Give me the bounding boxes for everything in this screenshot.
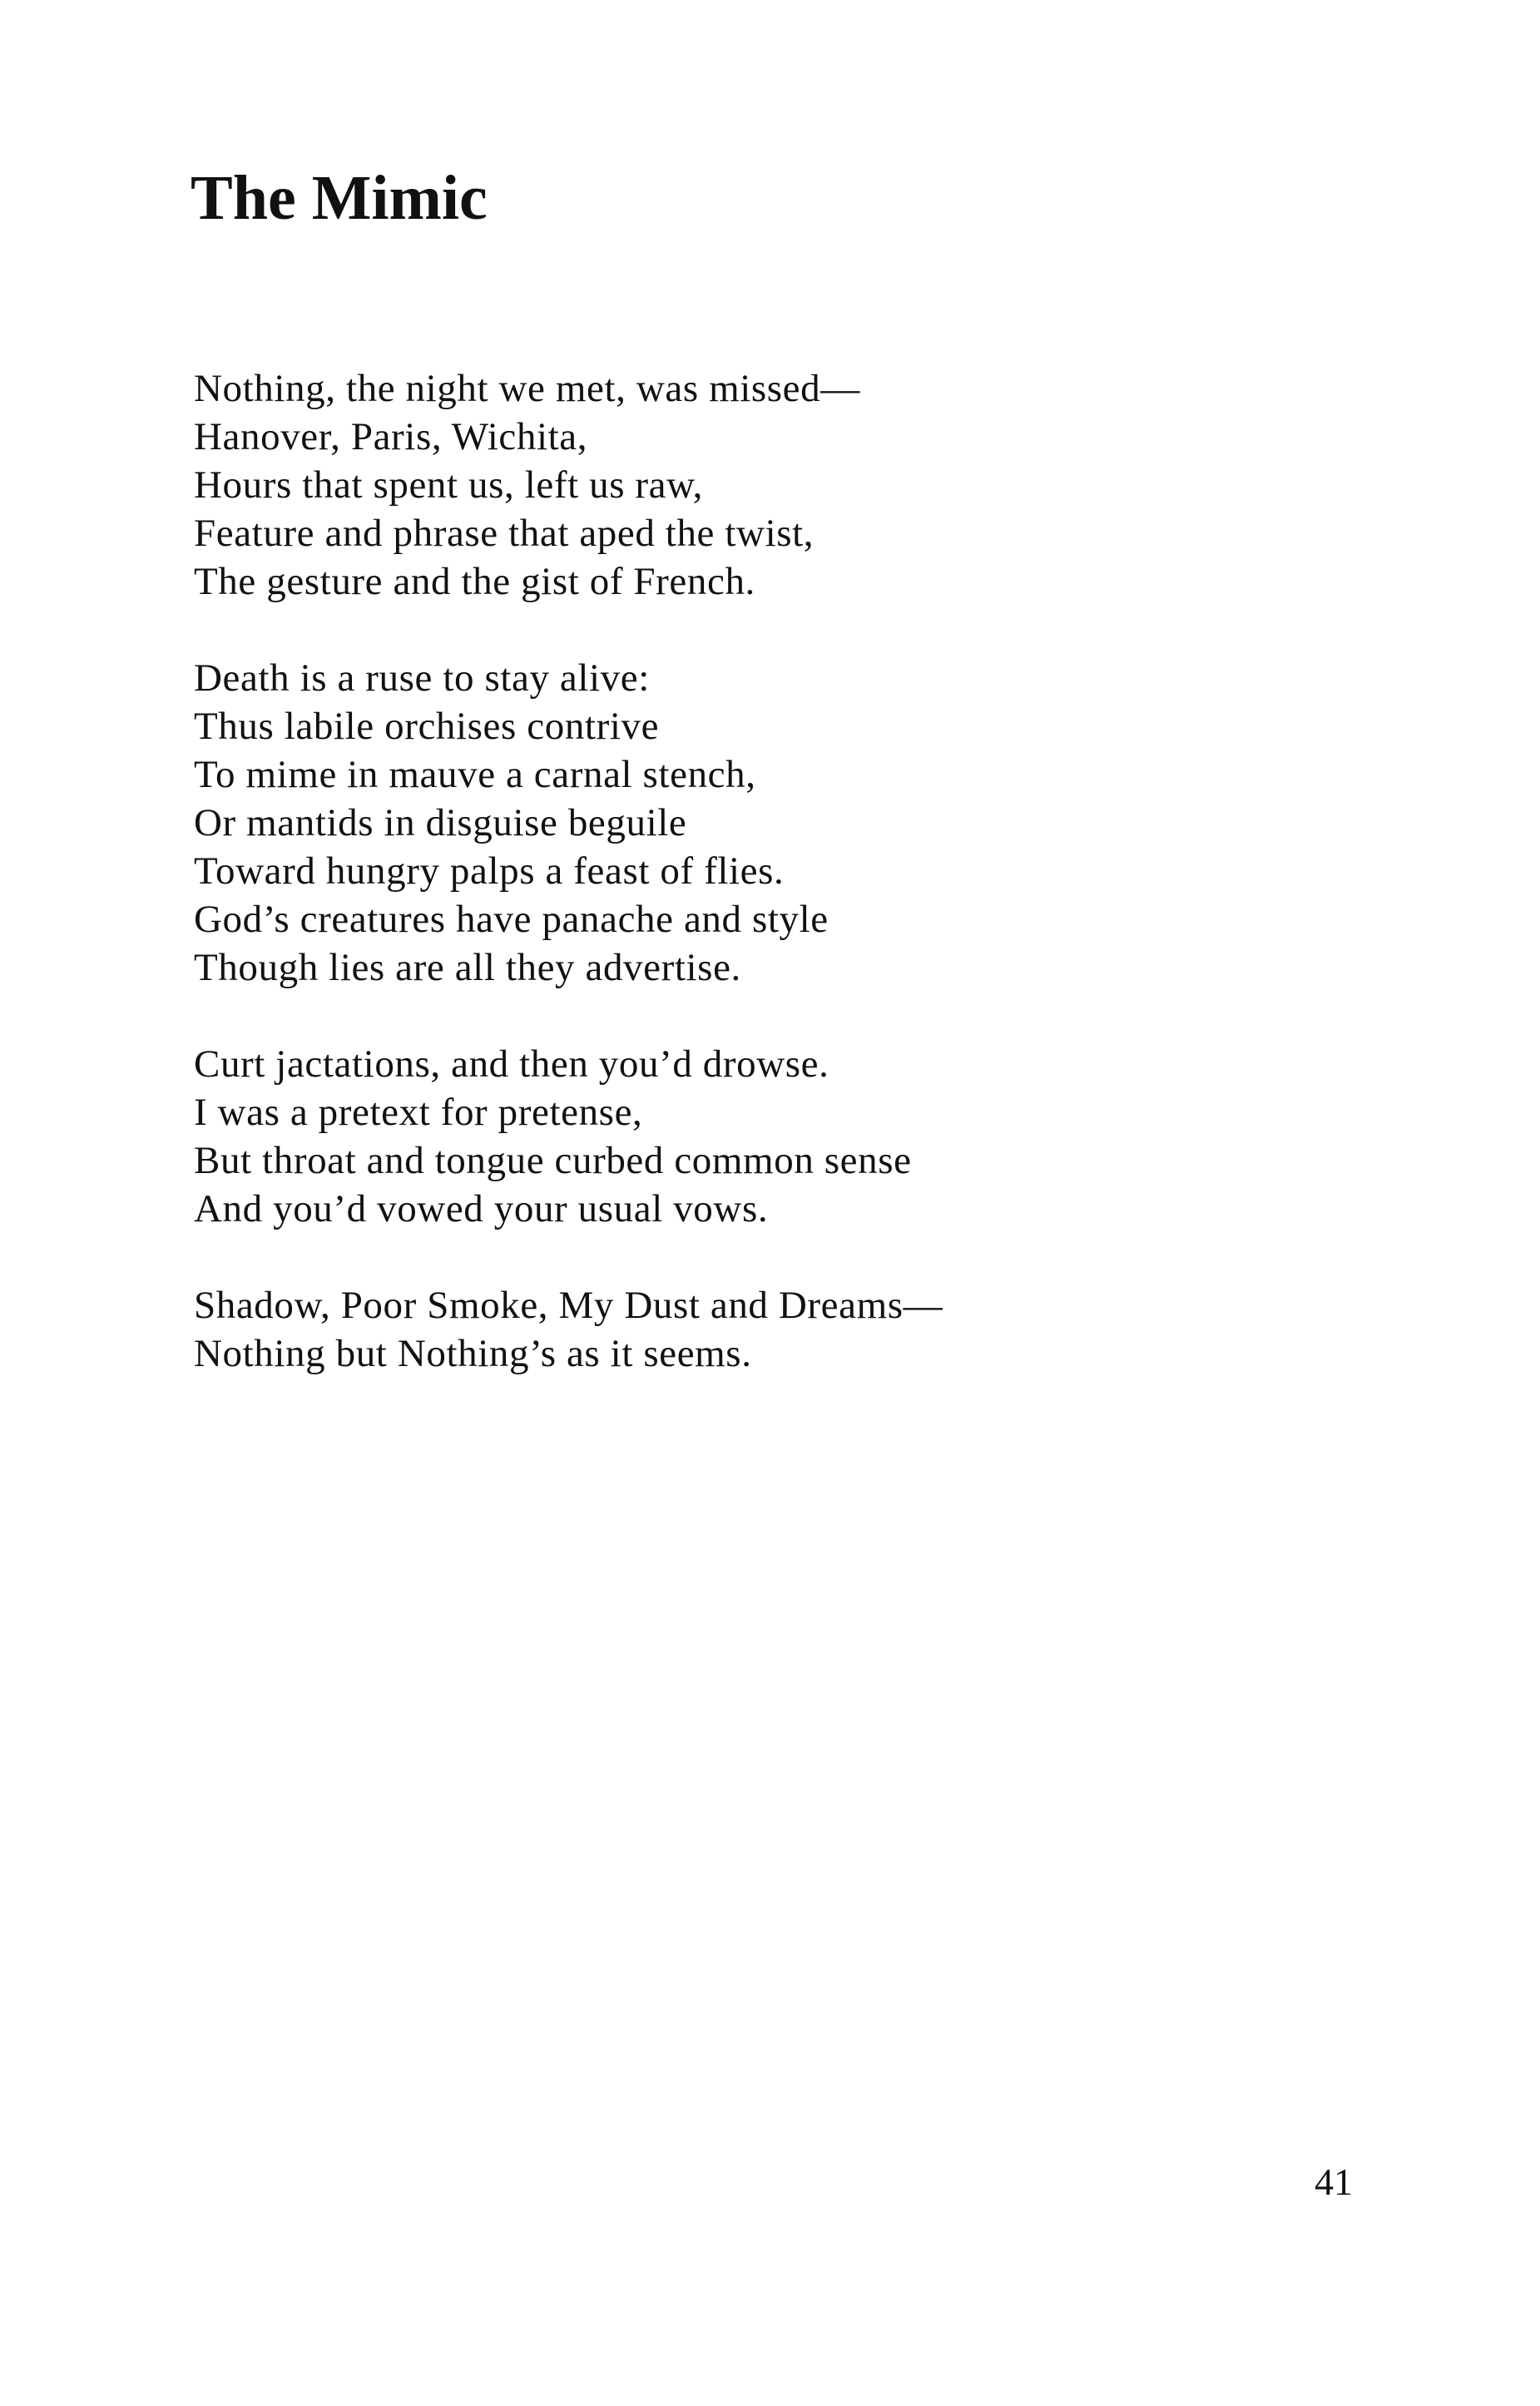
poem-line: I was a pretext for pretense, bbox=[194, 1091, 643, 1134]
poem-line: Toward hungry palps a feast of flies. bbox=[194, 849, 785, 893]
poem-line: Or mantids in disguise beguile bbox=[194, 801, 687, 844]
stanza-4 bbox=[194, 1281, 1400, 1378]
page-number: 41 bbox=[1315, 2161, 1353, 2203]
poem-line: The gesture and the gist of French. bbox=[194, 560, 755, 603]
poem-line: Death is a ruse to stay alive: bbox=[194, 656, 650, 700]
poem-line: God’s creatures have panache and style bbox=[194, 898, 829, 941]
stanza-1 bbox=[194, 364, 1400, 606]
poem-line: Curt jactations, and then you’d drowse. bbox=[194, 1042, 829, 1086]
poem-line: Nothing, the night we met, was missed— bbox=[194, 367, 860, 410]
poem-line: Feature and phrase that aped the twist, bbox=[194, 512, 815, 555]
poem-line: And you’d vowed your usual vows. bbox=[194, 1187, 769, 1230]
poem-line: To mime in mauve a carnal stench, bbox=[194, 753, 756, 796]
poem-body bbox=[194, 364, 1400, 1426]
poem-title: The Mimic bbox=[191, 163, 488, 233]
poem-line: Thus labile orchises contrive bbox=[194, 705, 660, 748]
poem-line: Though lies are all they advertise. bbox=[194, 946, 741, 989]
poem-line: Hours that spent us, left us raw, bbox=[194, 463, 703, 507]
poem-line: But throat and tongue curbed common sense bbox=[194, 1139, 912, 1182]
poem-line: Shadow, Poor Smoke, My Dust and Dreams— bbox=[194, 1284, 943, 1327]
poem-line: Hanover, Paris, Wichita, bbox=[194, 415, 588, 458]
poem-line: Nothing but Nothing’s as it seems. bbox=[194, 1332, 752, 1375]
stanza-3 bbox=[194, 1040, 1400, 1233]
stanza-2 bbox=[194, 654, 1400, 992]
